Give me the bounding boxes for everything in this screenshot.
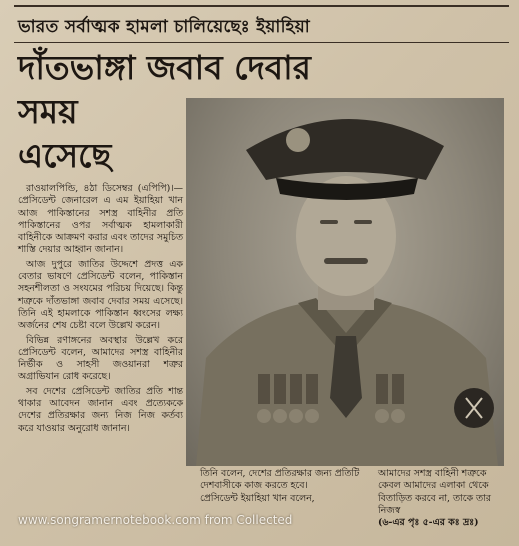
kicker-line: ভারত সর্বাত্মক হামলা চালিয়েছেঃ ইয়াহিয়া bbox=[18, 17, 310, 37]
headline-line-1: দাঁতভাঙ্গা জবাব দেবার bbox=[18, 48, 311, 87]
headline-line-2: সময় bbox=[18, 92, 78, 131]
caption-left bbox=[200, 468, 368, 505]
article-paragraph: সব দেশের প্রেসিডেন্ট জাতির প্রতি শান্ত থাকার আবেদন জানান এবং প্রত্যেককে দেশের প্রতিরক্ষার জন্য নিজ নিজ কর্তব্য করে যাওয়ার অনুরোধ জানান। bbox=[18, 385, 183, 434]
watermark: www.songramernotebook.com from Collected bbox=[18, 513, 293, 527]
cap-badge-icon bbox=[286, 128, 310, 152]
top-rule bbox=[14, 5, 509, 7]
caption-right-text: আমাদের সশস্ত্র বাহিনী শত্রুকে কেবল আমাদের এলাকা থেকে বিতাড়িত করবে না, তাকে তার নিজস্ব bbox=[378, 468, 491, 516]
officer-portrait-illustration bbox=[186, 98, 504, 466]
caption-left-text-2: প্রেসিডেন্ট ইয়াহিয়া খান বলেন, bbox=[200, 492, 315, 504]
article-paragraph: রাওয়ালপিন্ডি, ৪ঠা ডিসেম্বর (এপিপি)।— প্রেসিডেন্ট জেনারেল এ এম ইয়াহিয়া খান আজ পাকিস্তানের সশস্ত্র বাহিনীর প্রতি পাকিস্তানের ওপর সর্বাত্মক হামলাকারী বাহিনীকে আক্রমণ করার এবং তাদের সমুচিত শাস্তি দেয়ার আহ্বান জানান। bbox=[18, 183, 183, 256]
article-body bbox=[18, 183, 183, 437]
officer-portrait bbox=[186, 98, 504, 466]
caption-left-text: তিনি বলেন, দেশের প্রতিরক্ষার জন্য প্রতিটি দেশবাসীকে কাজ করতে হবে। bbox=[200, 468, 360, 492]
article-paragraph: বিভিন্ন রণাঙ্গনের অবস্থার উল্লেখ করে প্রেসিডেন্ট বলেন, আমাদের সশস্ত্র বাহিনীর নির্ভীক ও সাহসী জওয়ানরা শত্রুর অগ্রাভিযান রোধ করেছে। bbox=[18, 334, 183, 383]
kicker-divider bbox=[14, 42, 509, 43]
headline-line-3: এসেছে bbox=[18, 136, 112, 175]
continued-note: (৬-এর পৃঃ ৫-এর কঃ দ্রঃ) bbox=[378, 517, 479, 529]
article-paragraph: আজ দুপুরে জাতির উদ্দেশে প্রদত্ত এক বেতার ভাষণে প্রেসিডেন্ট বলেন, পাকিস্তান সহনশীলতা ও সংযমের পরিচয় দিয়েছে। কিন্তু শত্রুকে দাঁতভাঙ্গা জবাব দেবার সময় এসেছে। তিনি এই হামলাকে পাকিস্তান ধ্বংসের লক্ষ্য অর্জনের শেষ চেষ্টা বলে উল্লেখ করেন। bbox=[18, 258, 183, 332]
